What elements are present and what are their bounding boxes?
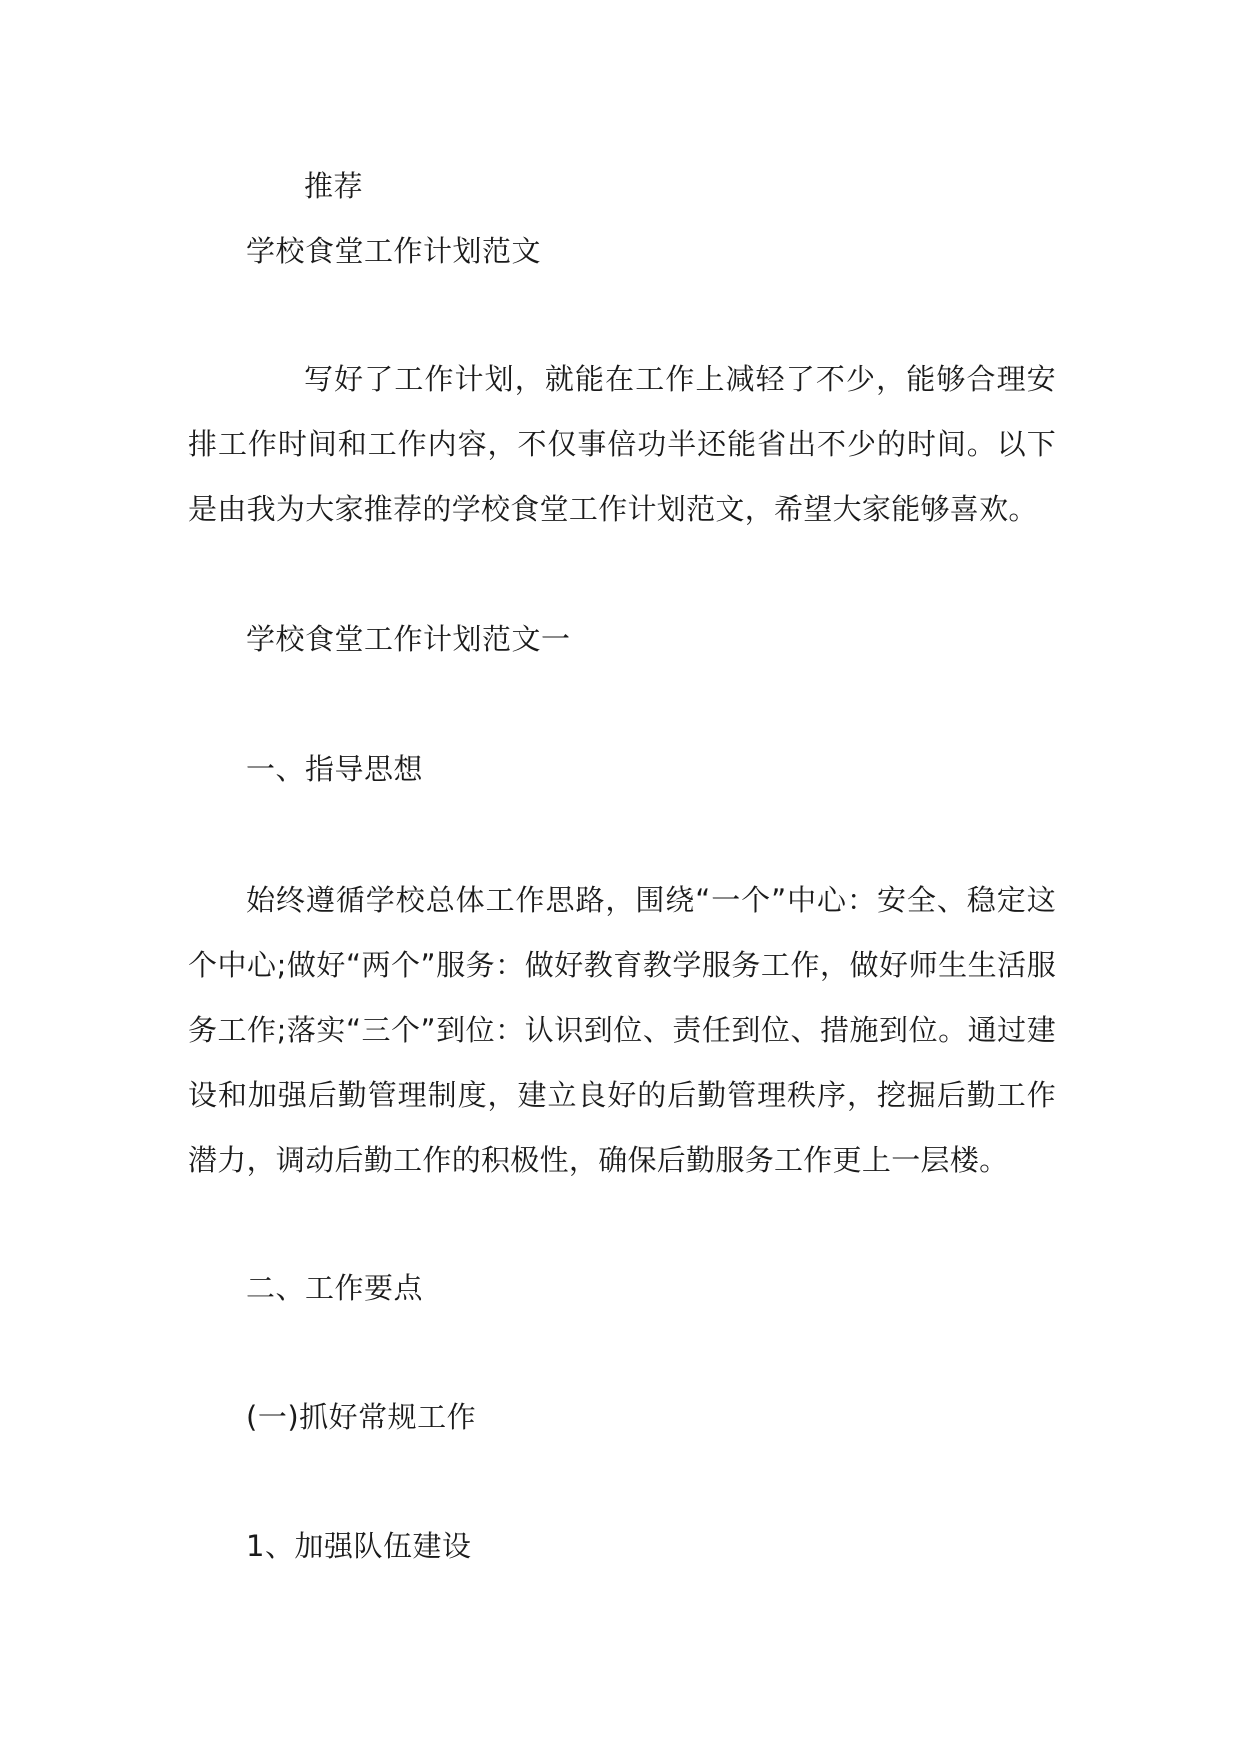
- item-team-building: 1、加强队伍建设: [246, 1529, 472, 1563]
- section-title: 学校食堂工作计划范文一: [246, 622, 571, 656]
- intro-paragraph: 写好了工作计划，就能在工作上减轻了不少，能够合理安排工作时间和工作内容，不仅事倍功半还能省出不少的时间。以下是由我为大家推荐的学校食堂工作计划范文，希望大家能够喜欢。: [188, 362, 1056, 526]
- document-title: 学校食堂工作计划范文: [246, 234, 542, 268]
- heading-guiding-ideology: 一、指导思想: [246, 752, 424, 786]
- guiding-paragraph: 始终遵循学校总体工作思路，围绕“一个”中心：安全、稳定这个中心;做好“两个”服务：做好教育教学服务工作，做好师生生活服务工作;落实“三个”到位：认识到位、责任到位、措施到位。通过建设和加强后勤管理制度，建立良好的后勤管理秩序，挖掘后勤工作潜力，调动后勤工作的积极性，确保后勤服务工作更上一层楼。: [188, 883, 1056, 1177]
- recommend-tag: 推荐: [304, 169, 364, 203]
- heading-work-points: 二、工作要点: [246, 1271, 424, 1305]
- subheading-routine-work: (一)抓好常规工作: [246, 1400, 477, 1434]
